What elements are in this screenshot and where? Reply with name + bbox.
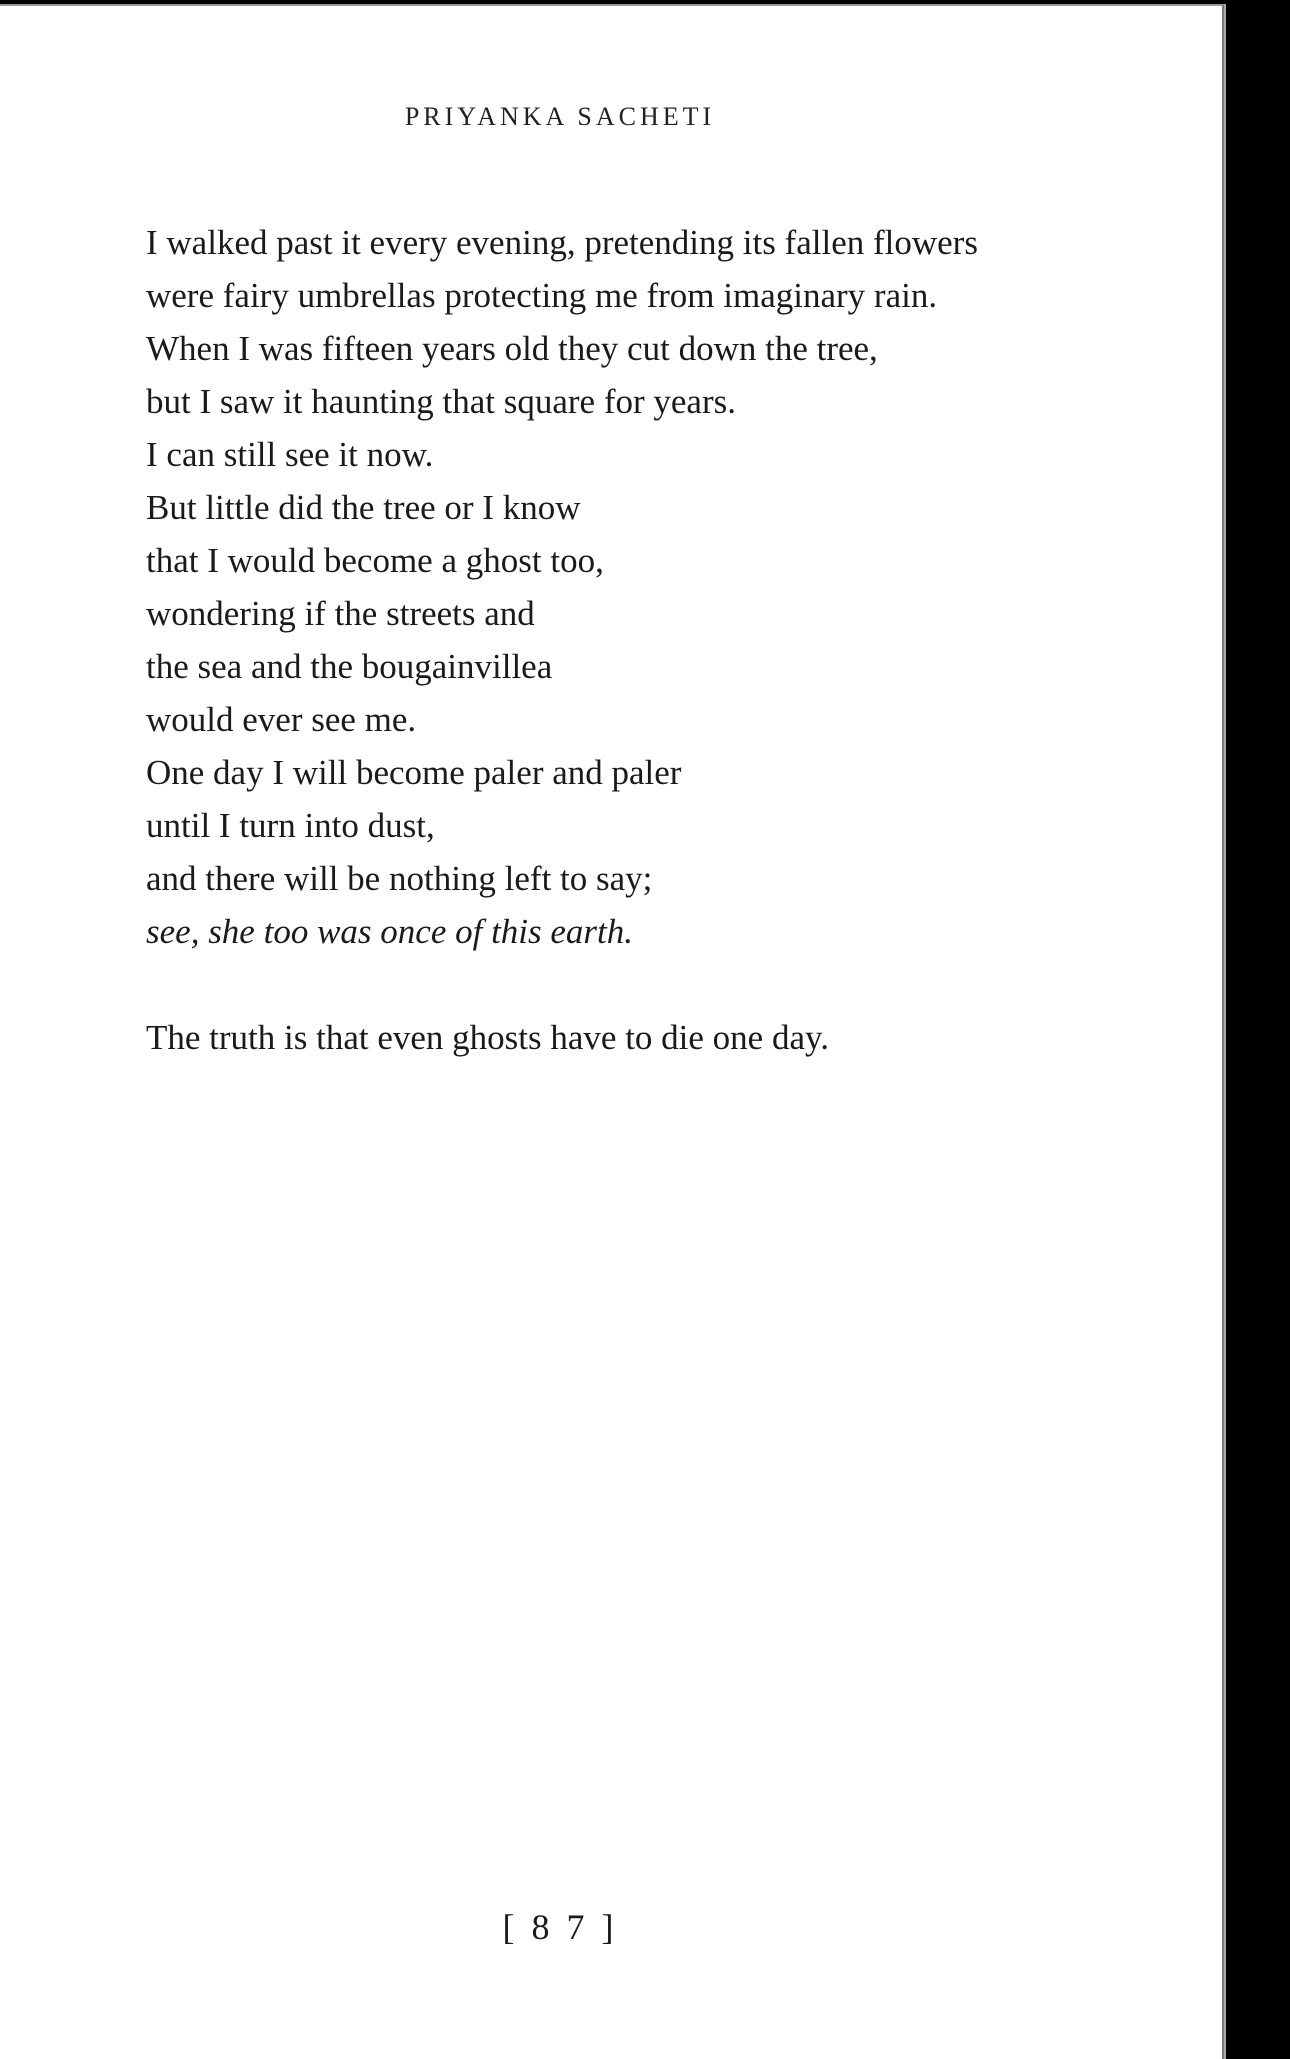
- poem-line: wondering if the streets and: [146, 594, 535, 633]
- poem-line: When I was fifteen years old they cut down the tree,: [146, 329, 878, 368]
- poem-line: I walked past it every evening, pretending its fallen flowers: [146, 223, 978, 262]
- book-page[interactable]: [0, 4, 1224, 2059]
- poem-line: that I would become a ghost too,: [146, 541, 604, 580]
- poem-line: and there will be nothing left to say;: [146, 859, 653, 898]
- poem-line: One day I will become paler and paler: [146, 753, 682, 792]
- poem-line: But little did the tree or I know: [146, 488, 581, 527]
- poem-line: until I turn into dust,: [146, 806, 435, 845]
- poem-text: [146, 216, 1106, 1064]
- poem-final-line: The truth is that even ghosts have to die one day.: [146, 1018, 829, 1057]
- page-number: [ 8 7 ]: [502, 1907, 618, 1947]
- poem-line-italic: see, she too was once of this earth.: [146, 912, 634, 951]
- poem-line: were fairy umbrellas protecting me from imaginary rain.: [146, 276, 938, 315]
- running-head: PRIYANKA SACHETI: [404, 102, 716, 131]
- poem-line: I can still see it now.: [146, 435, 434, 474]
- poem-line: the sea and the bougainvillea: [146, 647, 553, 686]
- poem-line: would ever see me.: [146, 700, 417, 739]
- poem-line: but I saw it haunting that square for years.: [146, 382, 736, 421]
